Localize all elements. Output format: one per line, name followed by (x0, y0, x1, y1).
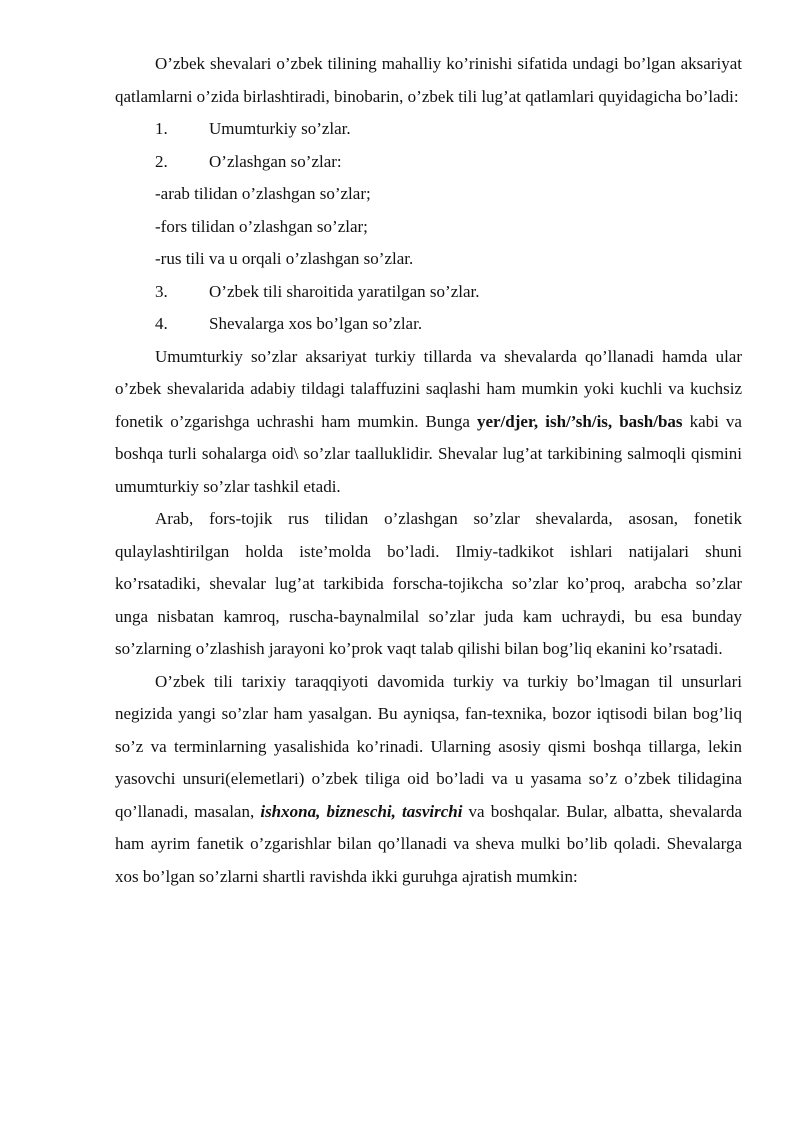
document-page (115, 48, 742, 893)
list-text: O’zlashgan so’zlar: (209, 151, 342, 171)
list-number: 3. (155, 281, 168, 301)
text-run: O’zbek tili tarixiy taraqqiyoti davomida turkiy va turkiy bo’lmagan til unsurlari negizida yangi so’zlar ham yasalgan. Bu ayniqsa, fan-texnika, bozor iqtisodi bilan bog’liq so’z va terminlarning yasalishida ko’rinadi. Ularning asosiy qismi boshqa tillarga, lekin yasovchi unsuri(elemetlari) o’zbek tiliga oid bo’ladi va u yasama so’z o’zbek tilidagina qo’llanadi, masalan, (115, 671, 742, 821)
sub-item: -rus tili va u orqali o’zlashgan so’zlar. (155, 249, 414, 268)
text-run: kabi va boshqa turli sohalarga oid\ so’zlar taalluklidir. Shevalar lug’at tarkibining salmoqli qismini umumturkiy so’zlar tashkil etadi. (115, 411, 742, 496)
sub-item: -fors tilidan o’zlashgan so’zlar; (155, 216, 368, 236)
bold-italic-examples: ishxona, bizneschi, tasvirchi (260, 801, 463, 821)
sub-item: -arab tilidan o’zlashgan so’zlar; (155, 184, 371, 203)
paragraph-intro: O’zbek shevalari o’zbek tilining mahalliy ko’rinishi sifatida undagi bo’lgan aksariyat qatlamlarni o’zida birlashtiradi, binobarin, o’zbek tili lug’at qatlamlari quyidagicha bo’ladi: (115, 54, 742, 106)
list-text: Umumturkiy so’zlar. (209, 119, 351, 138)
list-text: Shevalarga xos bo’lgan so’zlar. (209, 314, 423, 333)
paragraph-yasalgan (115, 666, 742, 894)
list-item (155, 146, 742, 179)
bold-examples: yer/djer, ish/’sh/is, bash/bas (476, 411, 683, 431)
list-item (155, 308, 742, 341)
list-text: O’zbek tili sharoitida yaratilgan so’zlar. (209, 281, 480, 301)
list-item (155, 113, 742, 146)
paragraph-ozlashgan: Arab, fors-tojik rus tilidan o’zlashgan so’zlar shevalarda, asosan, fonetik qulaylashtirilgan holda iste’molda bo’ladi. Ilmiy-tadkikot ishlari natijalari shuni ko’rsatadiki, shevalar lug’at tarkibida forscha-tojikcha so’zlar ko’proq, arabcha so’zlar unga nisbatan kamroq, ruscha-baynalmilal so’zlar juda kam uchraydi, bu esa bunday so’zlarning o’zlashish jarayoni ko’prok vaqt talab qilishi bilan bog’liq ekanini ko’rsatadi. (115, 509, 742, 658)
list-number: 1. (155, 119, 168, 138)
text-run: va boshqalar. Bular, albatta, shevalarda ham ayrim fanetik o’zgarishlar bilan qo’llanadi va sheva mulki bo’lib qoladi. Shevalarga xos bo’lgan so’zlarni shartli ravishda ikki guruhga ajratish mumkin: (115, 801, 742, 886)
text-run: Umumturkiy so’zlar aksariyat turkiy tillarda va shevalarda qo’llanadi hamda ular o’zbek shevalarida adabiy tildagi talaffuzini saqlashi ham mumkin yoki kuchli va kuchsiz fonetik o’zgarishga uchrashi ham mumkin. Bunga (115, 346, 742, 431)
list-number: 4. (155, 314, 168, 333)
list-item (155, 276, 742, 309)
paragraph-umumturkiy (115, 341, 742, 504)
list-number: 2. (155, 151, 168, 171)
